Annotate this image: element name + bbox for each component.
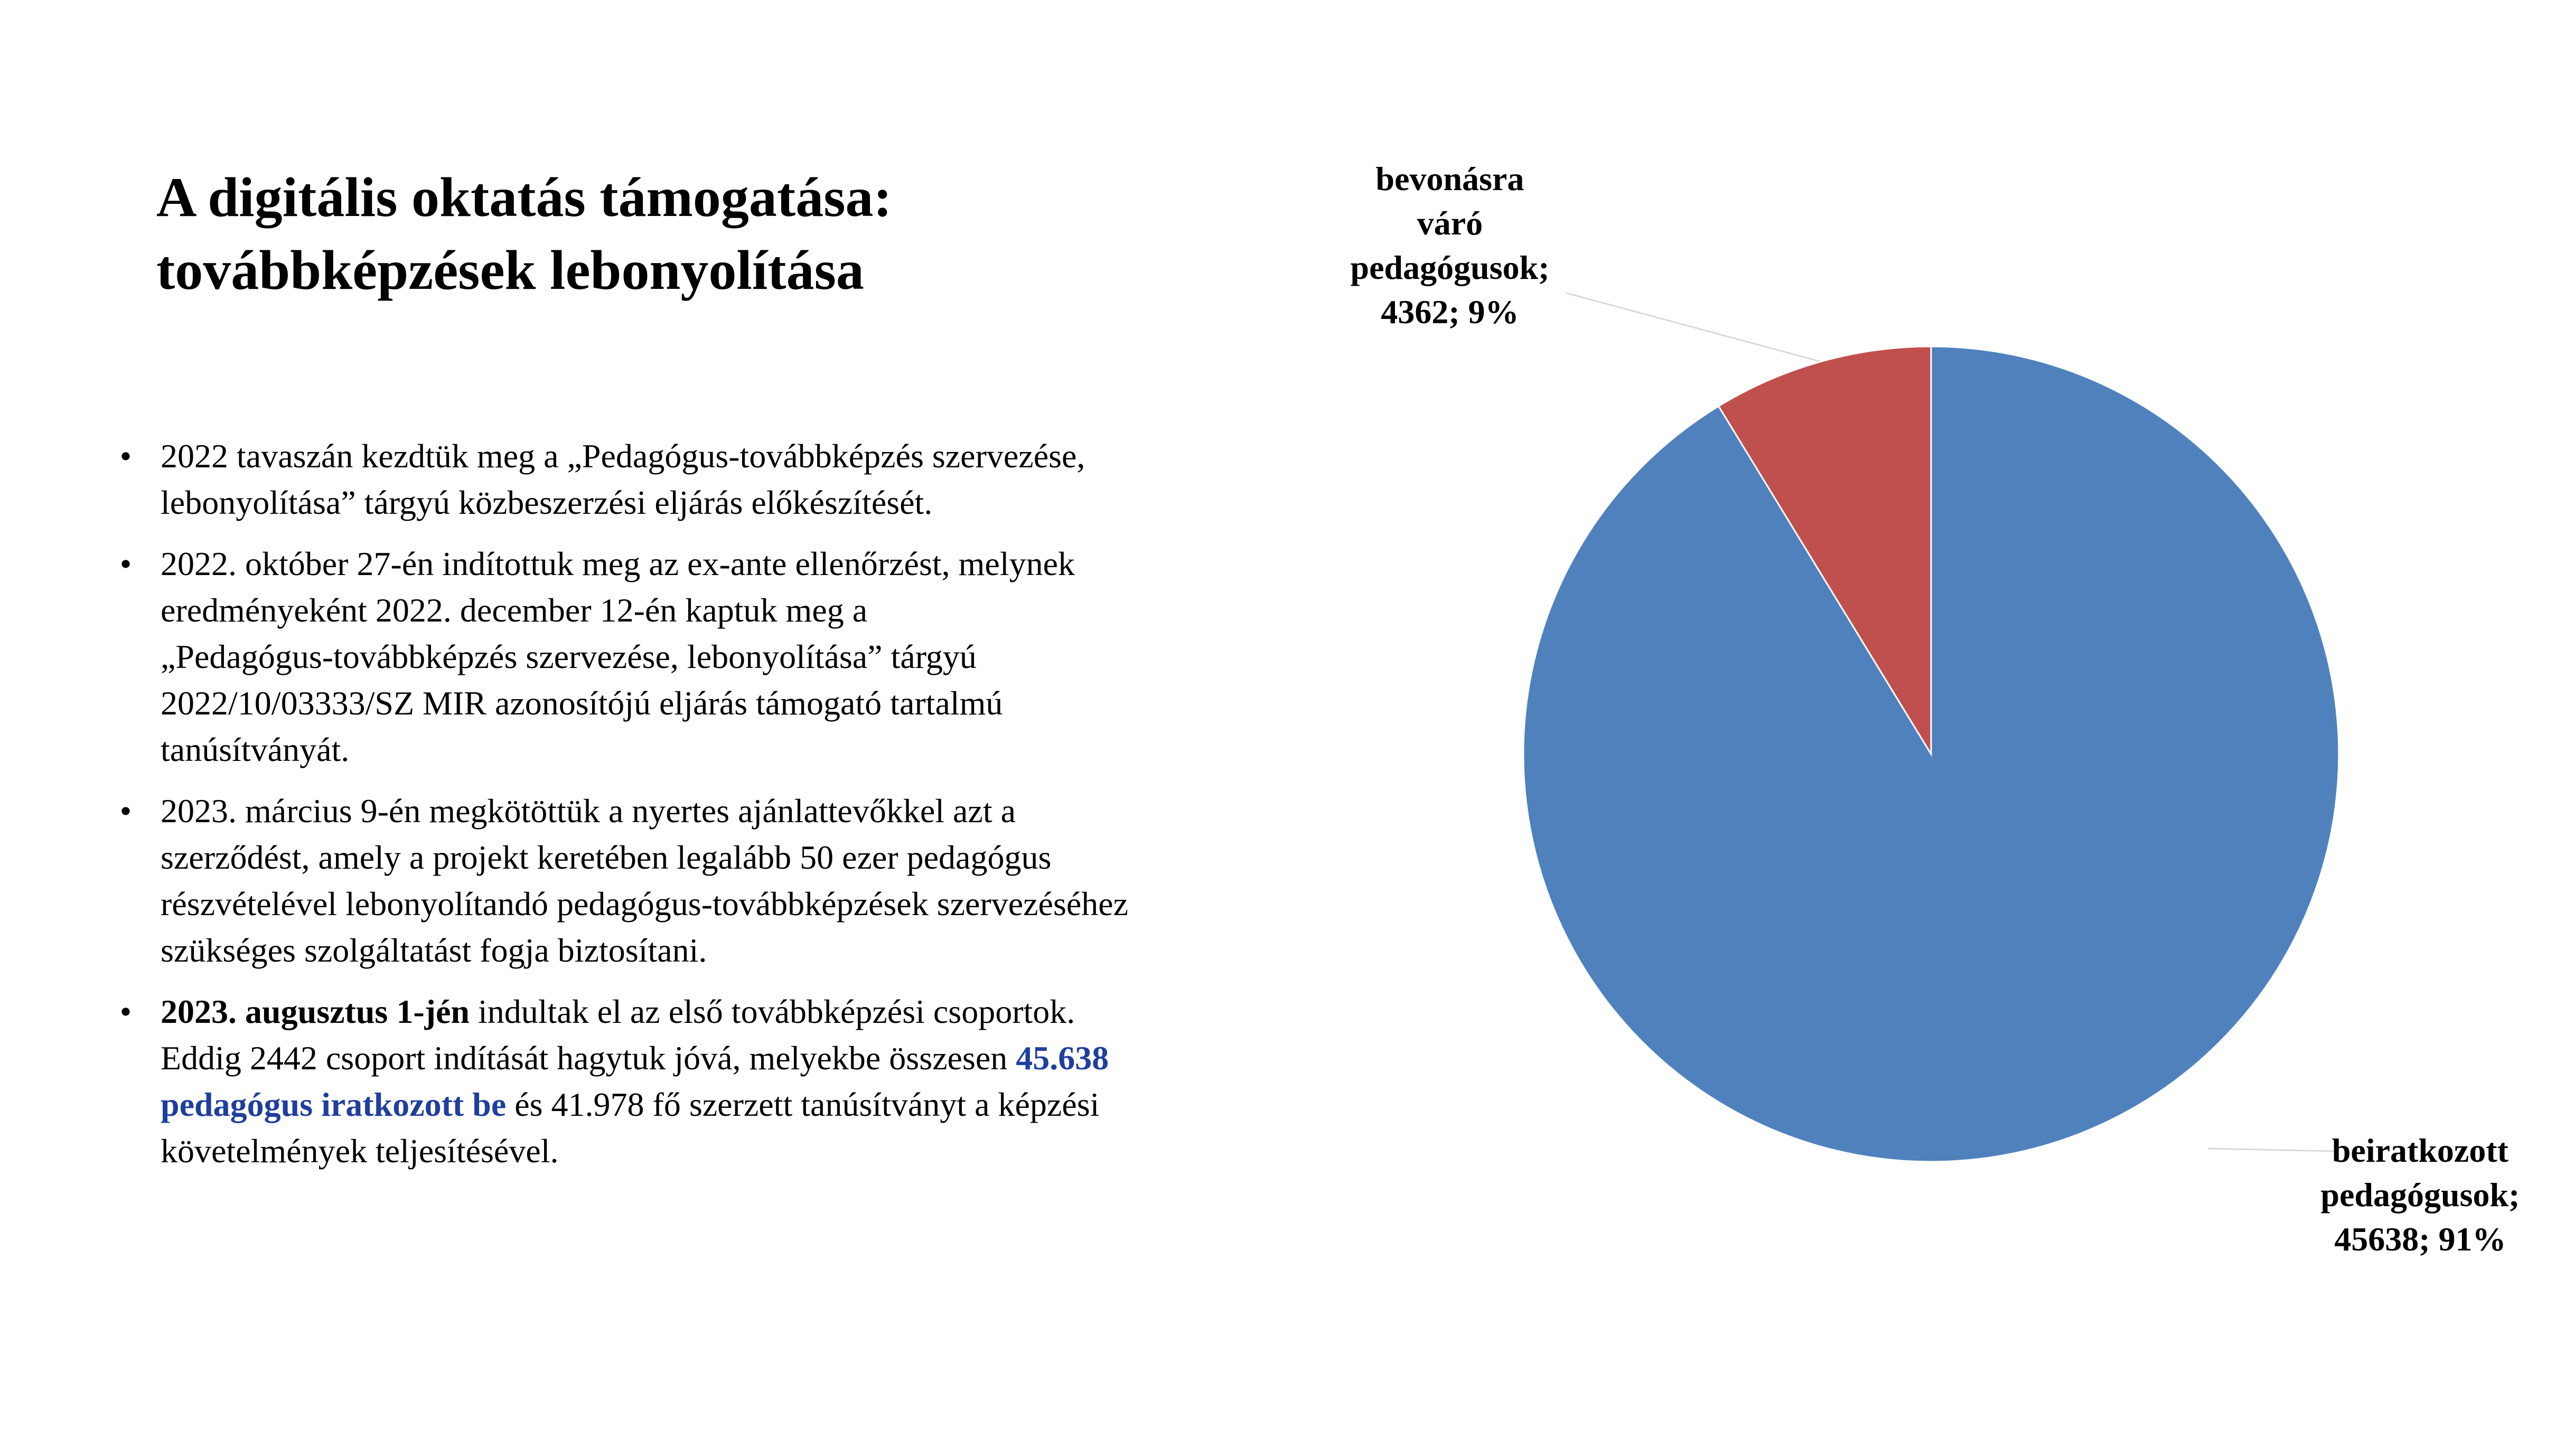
bullet-item-1 bbox=[115, 433, 1298, 526]
bullet-marker: • bbox=[119, 993, 132, 1030]
pie-slices bbox=[1523, 346, 2339, 1162]
pie-data-label-line: pedagógusok; bbox=[1350, 249, 1550, 286]
slide-title-line-1: A digitális oktatás támogatása: bbox=[156, 166, 892, 228]
bullet-text-bold-date: 2023. augusztus 1-jén bbox=[161, 993, 470, 1030]
bullet-text: követelmények teljesítésével. bbox=[161, 1132, 559, 1170]
bullet-line bbox=[161, 834, 1298, 881]
pie-chart bbox=[1268, 132, 2576, 1347]
pie-data-label-line: 4362; 9% bbox=[1381, 293, 1519, 331]
bullet-line bbox=[161, 881, 1298, 927]
bullet-text: és 41.978 fő szerzett tanúsítványt a képzési bbox=[506, 1086, 1100, 1123]
slide-title bbox=[156, 161, 1160, 307]
bullet-marker: • bbox=[119, 545, 132, 582]
bullet-line bbox=[161, 587, 1298, 634]
pie-data-label-line: váró bbox=[1417, 204, 1483, 242]
bullet-line bbox=[161, 1035, 1298, 1081]
bullet-line bbox=[161, 541, 1298, 587]
bullet-line bbox=[161, 927, 1298, 974]
pie-data-label-waiting bbox=[1351, 160, 1550, 331]
bullet-line bbox=[161, 433, 1298, 479]
pie-data-label-line: pedagógusok; bbox=[2320, 1176, 2520, 1213]
bullet-text-highlight-enrolled: pedagógus iratkozott be bbox=[161, 1086, 507, 1123]
bullet-text: részvételével lebonyolítandó pedagógus-továbbképzések szervezéséhez bbox=[161, 885, 1129, 923]
bullet-text: szerződést, amely a projekt keretében legalább 50 ezer pedagógus bbox=[161, 839, 1052, 876]
bullet-text: lebonyolítása” tárgyú közbeszerzési eljárás előkészítését. bbox=[161, 484, 933, 521]
bullet-text: 2022/10/03333/SZ MIR azonosítójú eljárás támogató tartalmú bbox=[161, 684, 1003, 722]
bullet-list bbox=[115, 433, 1298, 1189]
pie-data-label-line: bevonásra bbox=[1375, 160, 1524, 197]
bullet-marker: • bbox=[119, 437, 132, 475]
bullet-text: eredményeként 2022. december 12-én kaptuk meg a bbox=[161, 591, 868, 629]
bullet-item-3 bbox=[115, 788, 1298, 974]
bullet-text: 2022 tavaszán kezdtük meg a „Pedagógus-továbbképzés szervezése, bbox=[161, 437, 1085, 475]
bullet-line bbox=[161, 680, 1298, 727]
bullet-marker: • bbox=[119, 792, 132, 830]
pie-data-label-enrolled bbox=[2321, 1132, 2520, 1258]
bullet-text: szükséges szolgáltatást fogja biztosítani. bbox=[161, 931, 707, 969]
bullet-text-highlight-count: 45.638 bbox=[1016, 1039, 1109, 1077]
bullet-line bbox=[161, 1128, 1298, 1174]
bullet-item-4 bbox=[115, 989, 1298, 1174]
slide-title-line-2: továbbképzések lebonyolítása bbox=[156, 239, 864, 301]
bullet-text: indultak el az első továbbképzési csoportok. bbox=[469, 993, 1075, 1030]
bullet-line bbox=[161, 479, 1298, 526]
bullet-line bbox=[161, 634, 1298, 680]
pie-leader-line bbox=[1567, 293, 1821, 362]
bullet-text: 2023. március 9-én megkötöttük a nyertes ajánlattevőkkel azt a bbox=[161, 792, 1016, 830]
bullet-line bbox=[161, 727, 1298, 773]
bullet-line bbox=[161, 1081, 1298, 1128]
bullet-line bbox=[161, 989, 1298, 1035]
bullet-item-2 bbox=[115, 541, 1298, 773]
pie-leader-line bbox=[2208, 1149, 2335, 1151]
bullet-text: Eddig 2442 csoport indítását hagytuk jóvá, melyekbe összesen bbox=[161, 1039, 1016, 1077]
bullet-line bbox=[161, 788, 1298, 834]
bullet-text: 2022. október 27-én indítottuk meg az ex-ante ellenőrzést, melynek bbox=[161, 545, 1075, 582]
bullet-text: tanúsítványát. bbox=[161, 731, 350, 768]
pie-data-label-line: 45638; 91% bbox=[2334, 1220, 2506, 1258]
bullet-text: „Pedagógus-továbbképzés szervezése, lebonyolítása” tárgyú bbox=[161, 638, 977, 675]
pie-data-label-line: beiratkozott bbox=[2331, 1132, 2509, 1169]
